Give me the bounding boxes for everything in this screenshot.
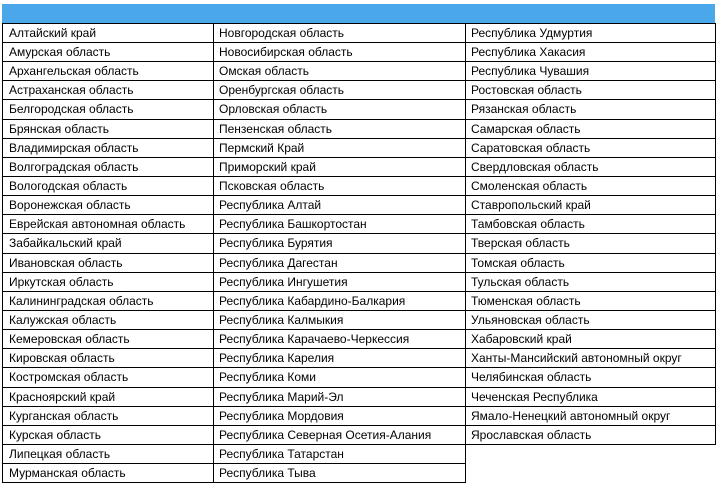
region-cell: Красноярский край [2,388,214,407]
region-cell: Новосибирская область [213,43,466,62]
region-cell: Архангельская область [2,62,214,81]
region-cell: Республика Мордовия [213,407,466,426]
region-cell: Забайкальский край [2,234,214,253]
region-cell: Оренбургская область [213,81,466,100]
region-cell: Республика Северная Осетия-Алания [213,426,466,445]
region-cell: Республика Дагестан [213,254,466,273]
region-cell: Тюменская область [465,292,716,311]
region-cell: Тамбовская область [465,215,716,234]
region-cell: Чеченская Республика [465,388,716,407]
region-cell: Свердловская область [465,158,716,177]
region-cell: Мурманская область [2,464,214,483]
region-column-1 [2,23,214,483]
region-cell: Рязанская область [465,100,716,119]
region-cell: Смоленская область [465,177,716,196]
region-cell: Ставропольский край [465,196,716,215]
region-cell: Кемеровская область [2,330,214,349]
region-cell: Амурская область [2,43,214,62]
region-cell: Республика Калмыкия [213,311,466,330]
region-cell: Волгоградская область [2,158,214,177]
region-cell: Курская область [2,426,214,445]
region-cell: Вологодская область [2,177,214,196]
region-cell: Республика Башкортостан [213,215,466,234]
region-cell: Саратовская область [465,139,716,158]
table-header-bar [2,4,715,23]
region-cell: Республика Коми [213,368,466,387]
region-cell: Ямало-Ненецкий автономный округ [465,407,716,426]
region-cell: Республика Удмуртия [465,23,716,43]
region-cell: Омская область [213,62,466,81]
region-cell: Владимирская область [2,139,214,158]
region-cell: Приморский край [213,158,466,177]
region-cell: Республика Марий-Эл [213,388,466,407]
region-cell: Псковская область [213,177,466,196]
region-cell: Ярославская область [465,426,716,445]
region-cell: Костромская область [2,368,214,387]
region-cell: Тульская область [465,273,716,292]
region-cell: Воронежская область [2,196,214,215]
region-cell: Тверская область [465,234,716,253]
region-cell: Ростовская область [465,81,716,100]
region-cell: Орловская область [213,100,466,119]
region-cell: Хабаровский край [465,330,716,349]
region-cell: Алтайский край [2,23,214,43]
region-cell: Челябинская область [465,368,716,387]
region-cell: Республика Бурятия [213,234,466,253]
region-cell: Калужская область [2,311,214,330]
region-cell: Республика Карачаево-Черкессия [213,330,466,349]
region-cell: Республика Ингушетия [213,273,466,292]
region-cell: Пермский Край [213,139,466,158]
region-cell: Курганская область [2,407,214,426]
region-cell: Республика Кабардино-Балкария [213,292,466,311]
region-cell: Новгородская область [213,23,466,43]
region-cell: Астраханская область [2,81,214,100]
region-cell: Томская область [465,254,716,273]
region-cell: Самарская область [465,120,716,139]
region-cell: Республика Карелия [213,349,466,368]
region-cell: Республика Хакасия [465,43,716,62]
region-cell: Калининградская область [2,292,214,311]
region-cell: Кировская область [2,349,214,368]
region-cell: Ульяновская область [465,311,716,330]
region-cell: Республика Чувашия [465,62,716,81]
region-cell: Республика Алтай [213,196,466,215]
region-cell: Липецкая область [2,445,214,464]
region-cell: Ханты-Мансийский автономный округ [465,349,716,368]
region-cell: Еврейская автономная область [2,215,214,234]
region-cell: Республика Татарстан [213,445,466,464]
region-column-3 [465,23,716,445]
region-cell: Брянская область [2,120,214,139]
region-cell: Иркутская область [2,273,214,292]
region-cell: Ивановская область [2,254,214,273]
region-cell: Пензенская область [213,120,466,139]
region-cell: Белгородская область [2,100,214,119]
region-column-2 [213,23,466,483]
region-cell: Республика Тыва [213,464,466,483]
